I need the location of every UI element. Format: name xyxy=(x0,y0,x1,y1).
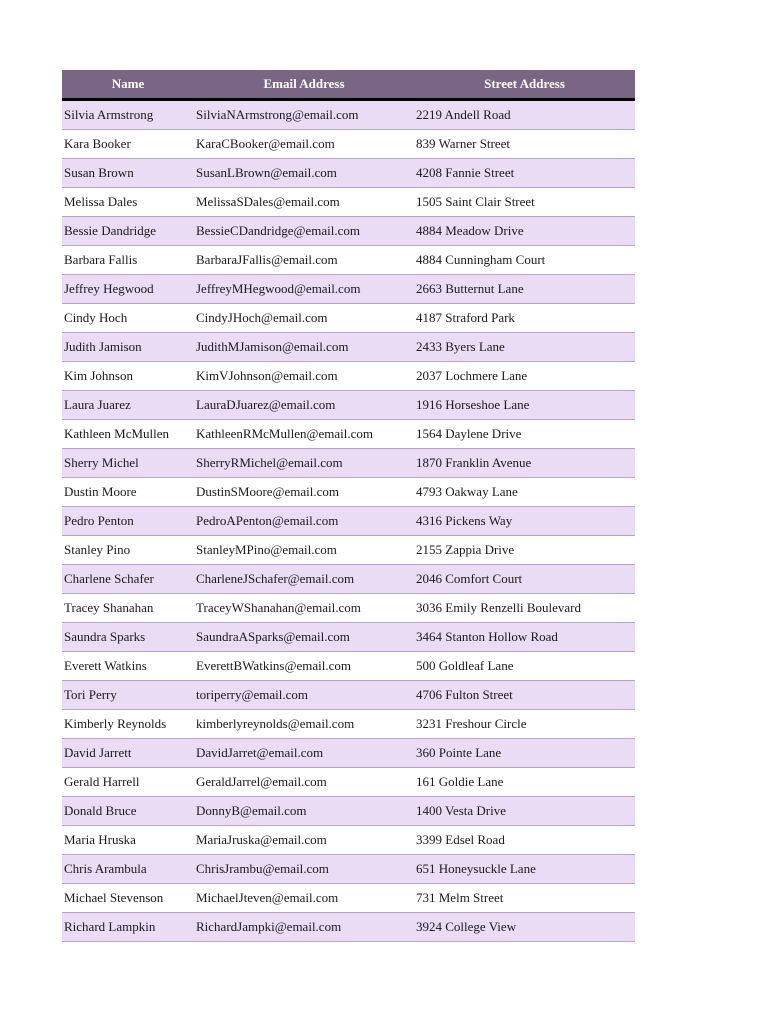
cell-street[interactable]: 3464 Stanton Hollow Road xyxy=(414,623,635,652)
cell-street[interactable]: 1916 Horseshoe Lane xyxy=(414,391,635,420)
cell-street[interactable]: 4706 Fulton Street xyxy=(414,681,635,710)
table-row[interactable] xyxy=(62,130,635,159)
cell-name[interactable]: David Jarrett xyxy=(62,739,194,768)
cell-name[interactable]: Tori Perry xyxy=(62,681,194,710)
cell-email[interactable]: toriperry@email.com xyxy=(194,681,414,710)
cell-name[interactable]: Gerald Harrell xyxy=(62,768,194,797)
cell-email[interactable]: GeraldJarrel@email.com xyxy=(194,768,414,797)
table-row[interactable] xyxy=(62,884,635,913)
table-row[interactable] xyxy=(62,333,635,362)
cell-name[interactable]: Donald Bruce xyxy=(62,797,194,826)
cell-street[interactable]: 161 Goldie Lane xyxy=(414,768,635,797)
table-row[interactable] xyxy=(62,768,635,797)
cell-name[interactable]: Michael Stevenson xyxy=(62,884,194,913)
cell-name[interactable]: Stanley Pino xyxy=(62,536,194,565)
table-row[interactable] xyxy=(62,565,635,594)
table-row[interactable] xyxy=(62,420,635,449)
cell-email[interactable]: DustinSMoore@email.com xyxy=(194,478,414,507)
cell-name[interactable]: Kara Booker xyxy=(62,130,194,159)
table-row[interactable] xyxy=(62,275,635,304)
cell-name[interactable]: Kimberly Reynolds xyxy=(62,710,194,739)
cell-name[interactable]: Barbara Fallis xyxy=(62,246,194,275)
cell-street[interactable]: 2155 Zappia Drive xyxy=(414,536,635,565)
cell-name[interactable]: Laura Juarez xyxy=(62,391,194,420)
cell-email[interactable]: SusanLBrown@email.com xyxy=(194,159,414,188)
cell-street[interactable]: 4208 Fannie Street xyxy=(414,159,635,188)
table-row[interactable] xyxy=(62,623,635,652)
table-row[interactable] xyxy=(62,913,635,942)
contact-table xyxy=(62,70,635,942)
cell-name[interactable]: Melissa Dales xyxy=(62,188,194,217)
cell-email[interactable]: KathleenRMcMullen@email.com xyxy=(194,420,414,449)
cell-street[interactable]: 3924 College View xyxy=(414,913,635,942)
header-email[interactable]: Email Address xyxy=(263,76,345,91)
cell-street[interactable]: 1564 Daylene Drive xyxy=(414,420,635,449)
cell-name[interactable]: Cindy Hoch xyxy=(62,304,194,333)
cell-name[interactable]: Chris Arambula xyxy=(62,855,194,884)
cell-email[interactable]: kimberlyreynolds@email.com xyxy=(194,710,414,739)
table-row[interactable] xyxy=(62,217,635,246)
cell-name[interactable]: Charlene Schafer xyxy=(62,565,194,594)
contact-sheet xyxy=(62,70,635,942)
table-row[interactable] xyxy=(62,449,635,478)
cell-email[interactable]: MelissaSDales@email.com xyxy=(194,188,414,217)
cell-street[interactable]: 2433 Byers Lane xyxy=(414,333,635,362)
header-street[interactable]: Street Address xyxy=(484,76,565,91)
cell-street[interactable]: 1870 Franklin Avenue xyxy=(414,449,635,478)
table-row[interactable] xyxy=(62,652,635,681)
cell-name[interactable]: Kim Johnson xyxy=(62,362,194,391)
cell-email[interactable]: JudithMJamison@email.com xyxy=(194,333,414,362)
cell-name[interactable]: Bessie Dandridge xyxy=(62,217,194,246)
table-row[interactable] xyxy=(62,188,635,217)
cell-email[interactable]: DavidJarret@email.com xyxy=(194,739,414,768)
cell-street[interactable]: 4793 Oakway Lane xyxy=(414,478,635,507)
table-row[interactable] xyxy=(62,797,635,826)
table-row[interactable] xyxy=(62,246,635,275)
table-row[interactable] xyxy=(62,536,635,565)
cell-name[interactable]: Kathleen McMullen xyxy=(62,420,194,449)
cell-name[interactable]: Dustin Moore xyxy=(62,478,194,507)
cell-name[interactable]: Saundra Sparks xyxy=(62,623,194,652)
cell-street[interactable]: 4884 Meadow Drive xyxy=(414,217,635,246)
cell-email[interactable]: BessieCDandridge@email.com xyxy=(194,217,414,246)
table-body xyxy=(62,101,635,942)
cell-street[interactable]: 500 Goldleaf Lane xyxy=(414,652,635,681)
cell-email[interactable]: JeffreyMHegwood@email.com xyxy=(194,275,414,304)
cell-name[interactable]: Tracey Shanahan xyxy=(62,594,194,623)
table-row[interactable] xyxy=(62,362,635,391)
table-row[interactable] xyxy=(62,739,635,768)
cell-email[interactable]: ChrisJrambu@email.com xyxy=(194,855,414,884)
table-row[interactable] xyxy=(62,391,635,420)
cell-street[interactable]: 1400 Vesta Drive xyxy=(414,797,635,826)
cell-street[interactable]: 2219 Andell Road xyxy=(414,101,635,130)
cell-street[interactable]: 839 Warner Street xyxy=(414,130,635,159)
cell-name[interactable]: Jeffrey Hegwood xyxy=(62,275,194,304)
cell-street[interactable]: 3231 Freshour Circle xyxy=(414,710,635,739)
cell-name[interactable]: Judith Jamison xyxy=(62,333,194,362)
cell-street[interactable]: 4187 Straford Park xyxy=(414,304,635,333)
cell-email[interactable]: SilviaNArmstrong@email.com xyxy=(194,101,414,130)
cell-street[interactable]: 2037 Lochmere Lane xyxy=(414,362,635,391)
cell-name[interactable]: Pedro Penton xyxy=(62,507,194,536)
cell-name[interactable]: Richard Lampkin xyxy=(62,913,194,942)
cell-email[interactable]: StanleyMPino@email.com xyxy=(194,536,414,565)
cell-street[interactable]: 3399 Edsel Road xyxy=(414,826,635,855)
cell-street[interactable]: 4316 Pickens Way xyxy=(414,507,635,536)
cell-email[interactable]: SaundraASparks@email.com xyxy=(194,623,414,652)
table-row[interactable] xyxy=(62,826,635,855)
cell-street[interactable]: 1505 Saint Clair Street xyxy=(414,188,635,217)
table-row[interactable] xyxy=(62,101,635,130)
table-row[interactable] xyxy=(62,159,635,188)
cell-email[interactable]: MichaelJteven@email.com xyxy=(194,884,414,913)
cell-email[interactable]: EverettBWatkins@email.com xyxy=(194,652,414,681)
cell-street[interactable]: 3036 Emily Renzelli Boulevard xyxy=(414,594,635,623)
table-row[interactable] xyxy=(62,507,635,536)
cell-street[interactable]: 360 Pointe Lane xyxy=(414,739,635,768)
table-row[interactable] xyxy=(62,478,635,507)
table-row[interactable] xyxy=(62,855,635,884)
cell-email[interactable]: CharleneJSchafer@email.com xyxy=(194,565,414,594)
cell-street[interactable]: 2046 Comfort Court xyxy=(414,565,635,594)
cell-name[interactable]: Maria Hruska xyxy=(62,826,194,855)
cell-email[interactable]: KimVJohnson@email.com xyxy=(194,362,414,391)
header-name[interactable]: Name xyxy=(111,76,145,91)
cell-street[interactable]: 4884 Cunningham Court xyxy=(414,246,635,275)
table-row[interactable] xyxy=(62,681,635,710)
table-row[interactable] xyxy=(62,594,635,623)
cell-email[interactable]: LauraDJuarez@email.com xyxy=(194,391,414,420)
cell-email[interactable]: BarbaraJFallis@email.com xyxy=(194,246,414,275)
cell-name[interactable]: Susan Brown xyxy=(62,159,194,188)
cell-email[interactable]: TraceyWShanahan@email.com xyxy=(194,594,414,623)
cell-email[interactable]: DonnyB@email.com xyxy=(194,797,414,826)
cell-street[interactable]: 651 Honeysuckle Lane xyxy=(414,855,635,884)
table-row[interactable] xyxy=(62,710,635,739)
cell-email[interactable]: KaraCBooker@email.com xyxy=(194,130,414,159)
cell-email[interactable]: SherryRMichel@email.com xyxy=(194,449,414,478)
cell-email[interactable]: CindyJHoch@email.com xyxy=(194,304,414,333)
cell-email[interactable]: RichardJampki@email.com xyxy=(194,913,414,942)
table-row[interactable] xyxy=(62,304,635,333)
cell-street[interactable]: 2663 Butternut Lane xyxy=(414,275,635,304)
cell-email[interactable]: PedroAPenton@email.com xyxy=(194,507,414,536)
cell-name[interactable]: Sherry Michel xyxy=(62,449,194,478)
cell-street[interactable]: 731 Melm Street xyxy=(414,884,635,913)
cell-name[interactable]: Silvia Armstrong xyxy=(62,101,194,130)
cell-email[interactable]: MariaJruska@email.com xyxy=(194,826,414,855)
cell-name[interactable]: Everett Watkins xyxy=(62,652,194,681)
table-header xyxy=(62,70,635,101)
